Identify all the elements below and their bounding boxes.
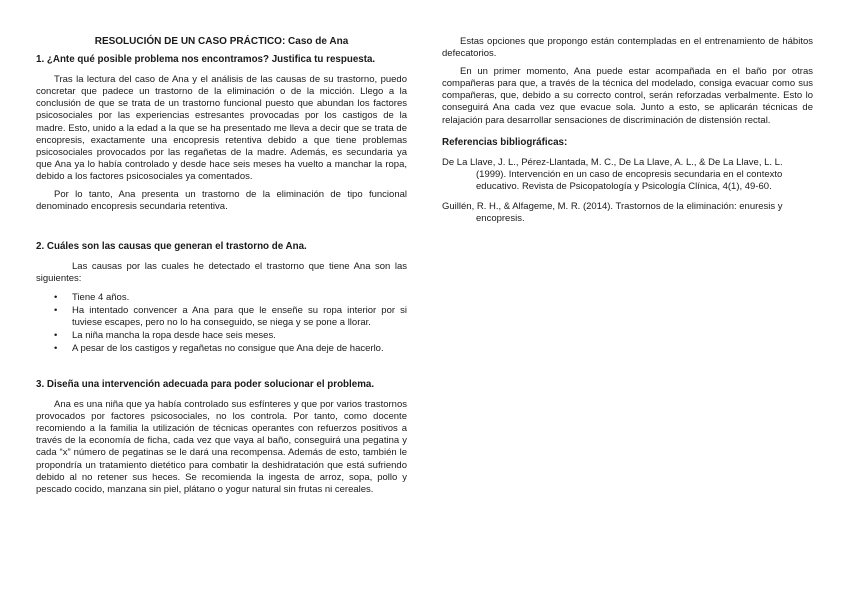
reference-item: De La Llave, J. L., Pérez-Llantada, M. C., De La Llave, A. L., & De La Llave, L. L. (1999). Intervención en un caso de encopresis secundaria en el contexto educativo. Revista de Psicopatología y Psicología Clínica, 4(1), 49-60. xyxy=(442,156,783,192)
list-item: • Ha intentado convencer a Ana para que le enseñe su ropa interior por si tuviese escapes, pero no lo ha conseguido, se niega y se pone a llorar. xyxy=(36,305,407,329)
list-item: • Tiene 4 años. xyxy=(36,292,407,304)
list-item: • A pesar de los castigos y regañetas no consigue que Ana deje de hacerlo. xyxy=(36,343,407,355)
causes-list xyxy=(36,292,407,355)
spacer xyxy=(36,219,407,241)
section-3-paragraph-1: Ana es una niña que ya había controlado sus esfínteres y que por varios trastornos provocados por factores psicosociales, no los controla. Por tanto, como docente recomiendo a la familia la utilización de técnicas operantes con refuerzos positivos a través de la economía de ficha, cada vez que vaya al baño, conseguirá una pegatina y cada “x” número de pegatinas se le dará una recompensa. Además de esto, también le propondría un tratamiento dietético para combatir la deshidratación que está sufriendo debido al no retener sus heces. Se recomienda la ingesta de arroz, sopa, pollo y pescado cocido, manzana sin piel, plátano o yogur natural sin frutas ni cereales. xyxy=(36,399,407,495)
section-1-heading: 1. ¿Ante qué posible problema nos encontramos? Justifica tu respuesta. xyxy=(36,54,376,66)
section-2-intro: Las causas por las cuales he detectado el trastorno que tiene Ana son las siguientes: xyxy=(36,261,407,285)
section-3-paragraph-2: Estas opciones que propongo están contempladas en el entrenamiento de hábitos defecatorios. xyxy=(442,36,813,60)
section-1-paragraph-1: Tras la lectura del caso de Ana y el análisis de las causas de su trastorno, puedo concretar que padece un trastorno de la eliminación o de la micción. Llego a la conclusión de que se trata de un trastorno funcional puesto que abundan los factores psicosociales por las experiencias estresantes provocadas por los castigos de la madre. Esto, unido a la edad a la que se ha presentado me lleva a decir que se trata de encopresis, exactamente una encopresis retentiva debido a que tiene problemas psicosociales provocados por las regañetas de la madre. Además, es secundaria ya que Ana ya lo había controlado y desde hace seis meses ha vuelto a manchar la ropa, debido a los factores psicosociales ya comentados. xyxy=(36,74,407,182)
left-column xyxy=(36,36,407,502)
section-1-paragraph-2: Por lo tanto, Ana presenta un trastorno de la eliminación de tipo funcional denominado encopresis secundaria retentiva. xyxy=(36,189,407,213)
section-3-paragraph-3: En un primer momento, Ana puede estar acompañada en el baño por otras compañeras para que, a través de la técnica del modelado, consiga evacuar como sus compañeras, que, debido a su correcto control, serán reforzadas verbalmente. Esto lo conseguirá Ana cada vez que evacue sola. Junto a esto, se aplicarán técnicas de relajación para desarrollar sensaciones de discriminación de distensión rectal. xyxy=(442,66,813,126)
list-item: • La niña mancha la ropa desde hace seis meses. xyxy=(36,330,407,342)
document-title: RESOLUCIÓN DE UN CASO PRÁCTICO: Caso de Ana xyxy=(94,36,349,47)
spacer xyxy=(36,365,407,379)
right-column xyxy=(442,36,813,233)
section-2-heading: 2. Cuáles son las causas que generan el trastorno de Ana. xyxy=(36,241,307,253)
reference-item: Guillén, R. H., & Alfageme, M. R. (2014). Trastornos de la eliminación: enuresis y encopresis. xyxy=(442,201,783,225)
section-3-heading: 3. Diseña una intervención adecuada para poder solucionar el problema. xyxy=(36,378,375,390)
references-heading: Referencias bibliográficas: xyxy=(442,136,568,148)
